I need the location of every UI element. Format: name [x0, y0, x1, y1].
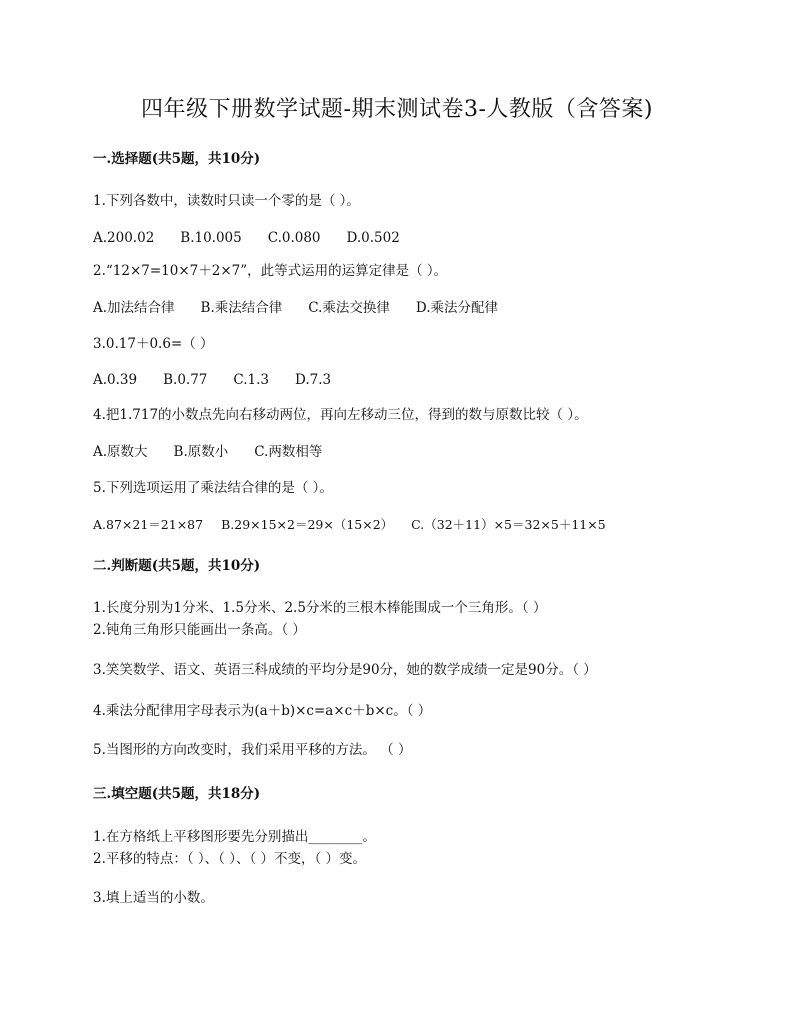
- question-options: [93, 443, 322, 461]
- question-stem: 3.0.17＋0.6=（ ）: [93, 336, 214, 352]
- question-stem: 1.在方格纸上平移图形要先分别描出________。: [93, 829, 376, 845]
- option: A.加法结合律: [93, 300, 175, 316]
- option: A.原数大: [93, 444, 148, 460]
- question-stem: 2.钝角三角形只能画出一条高。（ ）: [93, 622, 306, 638]
- question-stem: 3.笑笑数学、语文、英语三科成绩的平均分是90分，她的数学成绩一定是90分。（ ）: [93, 662, 597, 678]
- option: B.原数小: [173, 444, 229, 460]
- option: C.乘法交换律: [308, 300, 390, 316]
- question-stem: 2.“12×7=10×7＋2×7”，此等式运用的运算定律是（ ）。: [93, 263, 448, 279]
- question-stem: 5.下列选项运用了乘法结合律的是（ ）。: [93, 480, 333, 496]
- option: C.（32＋11）×5＝32×5＋11×5: [411, 517, 606, 532]
- question-stem: 3.填上适当的小数。: [93, 890, 214, 906]
- option: A.0.39: [93, 372, 138, 388]
- question-options: [93, 299, 498, 317]
- question-options: [93, 229, 400, 247]
- section-heading-choice: 一.选择题(共5题，共10分): [93, 151, 261, 167]
- option: B.0.77: [163, 372, 208, 388]
- page-title: 四年级下册数学试题-期末测试卷3-人教版（含答案): [141, 97, 653, 122]
- question-stem: 5.当图形的方向改变时，我们采用平移的方法。 （ ）: [93, 742, 412, 758]
- option: D.7.3: [295, 372, 332, 388]
- question-stem: 4.把1.717的小数点先向右移动两位，再向左移动三位，得到的数与原数比较（ ）。: [93, 407, 588, 423]
- question-options: [93, 371, 331, 389]
- option: C.两数相等: [254, 444, 323, 460]
- option: D.乘法分配律: [415, 300, 499, 316]
- option: C.1.3: [233, 372, 269, 388]
- question-options: [93, 516, 606, 534]
- option: B.乘法结合律: [200, 300, 283, 316]
- option: B.29×15×2＝29×（15×2）: [221, 517, 394, 532]
- option: B.10.005: [180, 230, 242, 246]
- section-heading-fill: 三.填空题(共5题，共18分): [93, 786, 261, 802]
- option: A.87×21＝21×87: [93, 517, 204, 532]
- section-heading-judge: 二.判断题(共5题，共10分): [93, 558, 261, 574]
- question-stem: 1.下列各数中，读数时只读一个零的是（ ）。: [93, 193, 360, 209]
- question-stem: 4.乘法分配律用字母表示为(a＋b)×c=a×c＋b×c。（ ）: [93, 703, 432, 719]
- option: A.200.02: [93, 230, 155, 246]
- option: D.0.502: [346, 230, 400, 246]
- question-stem: 1.长度分别为1分米、1.5分米、2.5分米的三根木棒能围成一个三角形。（ ）: [93, 600, 547, 616]
- option: C.0.080: [267, 230, 321, 246]
- question-stem: 2.平移的特点：（ ）、（ ）、（ ）不变，（ ）变。: [93, 851, 367, 867]
